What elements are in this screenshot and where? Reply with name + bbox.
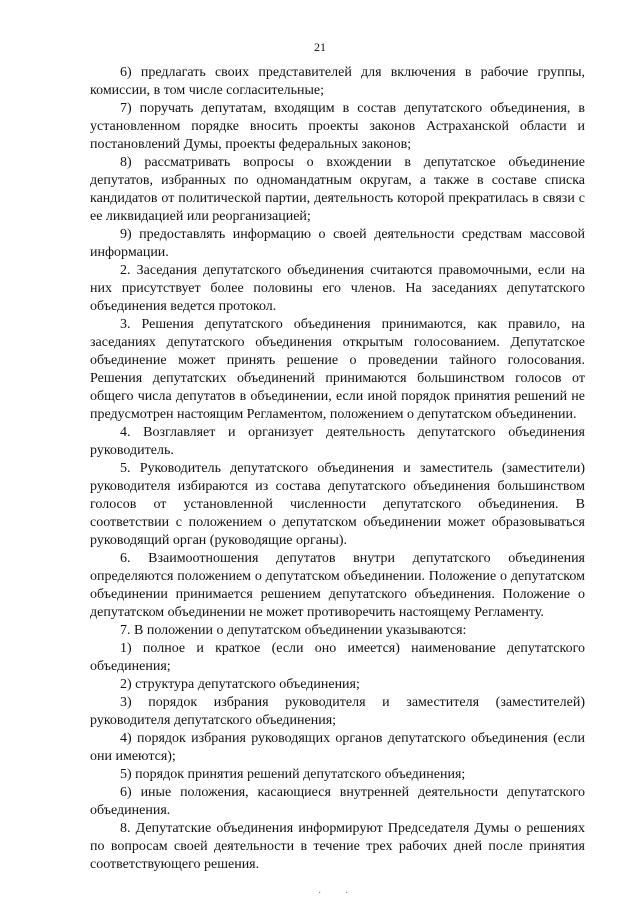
list-item-6: 6) иные положения, касающиеся внутренней деятельности депутатского объединения. xyxy=(90,785,585,818)
paragraph-item-7: 7) поручать депутатам, входящим в состав депутатского объединения, в установленном порядке вносить проекты законов Астраханской области и постановлений Думы, проекты федеральных законов; xyxy=(90,101,585,152)
list-item-5: 5) порядок принятия решений депутатского объединения; xyxy=(120,767,466,782)
paragraph-section-2: 2. Заседания депутатского объединения считаются правомочными, если на них присутствует более половины его членов. На заседаниях депутатского объединения ведется протокол. xyxy=(90,263,585,314)
scan-speck: · xyxy=(345,888,349,899)
paragraph-section-3: 3. Решения депутатского объединения принимаются, как правило, на заседаниях депутатского объединения открытым голосованием. Депутатское объединение может принять решение о проведении тайного голосования. Решения депутатских объединений принимаются большинством голосов от общего числа депутатов в объединении, если иной порядок принятия решений не предусмотрен настоящим Регламентом, положением о депутатском объединении. xyxy=(90,317,585,422)
scan-speck: · xyxy=(318,888,322,899)
paragraph-item-8: 8) рассматривать вопросы о вхождении в депутатское объединение депутатов, избранных по одномандатным округам, а также в составе списка кандидатов от политической партии, деятельность которой прекратилась в связи с ее ликвидацией или реорганизацией; xyxy=(90,155,585,224)
paragraph-section-5: 5. Руководитель депутатского объединения и заместитель (заместители) руководителя избираются из состава депутатского объединения большинством голосов от установленной численности депутатского объединения. В соответствии с положением о депутатском объединении может образовываться руководящий орган (руководящие органы). xyxy=(90,461,585,548)
list-item-1: 1) полное и краткое (если оно имеется) наименование депутатского объединения; xyxy=(90,641,585,674)
page-number: 21 xyxy=(314,40,326,54)
paragraph-section-4: 4. Возглавляет и организует деятельность депутатского объединения руководитель. xyxy=(90,425,585,458)
document-body xyxy=(90,64,585,874)
paragraph-item-9: 9) предоставлять информацию о своей деятельности средствам массовой информации. xyxy=(90,227,585,260)
list-item-3: 3) порядок избрания руководителя и заместителя (заместителей) руководителя депутатского объединения; xyxy=(90,695,585,728)
list-item-4: 4) порядок избрания руководящих органов депутатского объединения (если они имеются); xyxy=(90,731,585,764)
list-item-2: 2) структура депутатского объединения; xyxy=(120,677,360,692)
paragraph-section-6: 6. Взаимоотношения депутатов внутри депутатского объединения определяются положением о депутатском объединении. Положение о депутатском объединении принимается решением депутатского объединения. Положение о депутатском объединении не может противоречить настоящему Регламенту. xyxy=(90,551,585,620)
paragraph-section-7: 7. В положении о депутатском объединении указываются: xyxy=(120,623,467,638)
paragraph-item-6: 6) предлагать своих представителей для включения в рабочие группы, комиссии, в том числе согласительные; xyxy=(90,65,585,98)
paragraph-section-8: 8. Депутатские объединения информируют Председателя Думы о решениях по вопросам своей деятельности в течение трех рабочих дней после принятия соответствующего решения. xyxy=(90,821,585,872)
